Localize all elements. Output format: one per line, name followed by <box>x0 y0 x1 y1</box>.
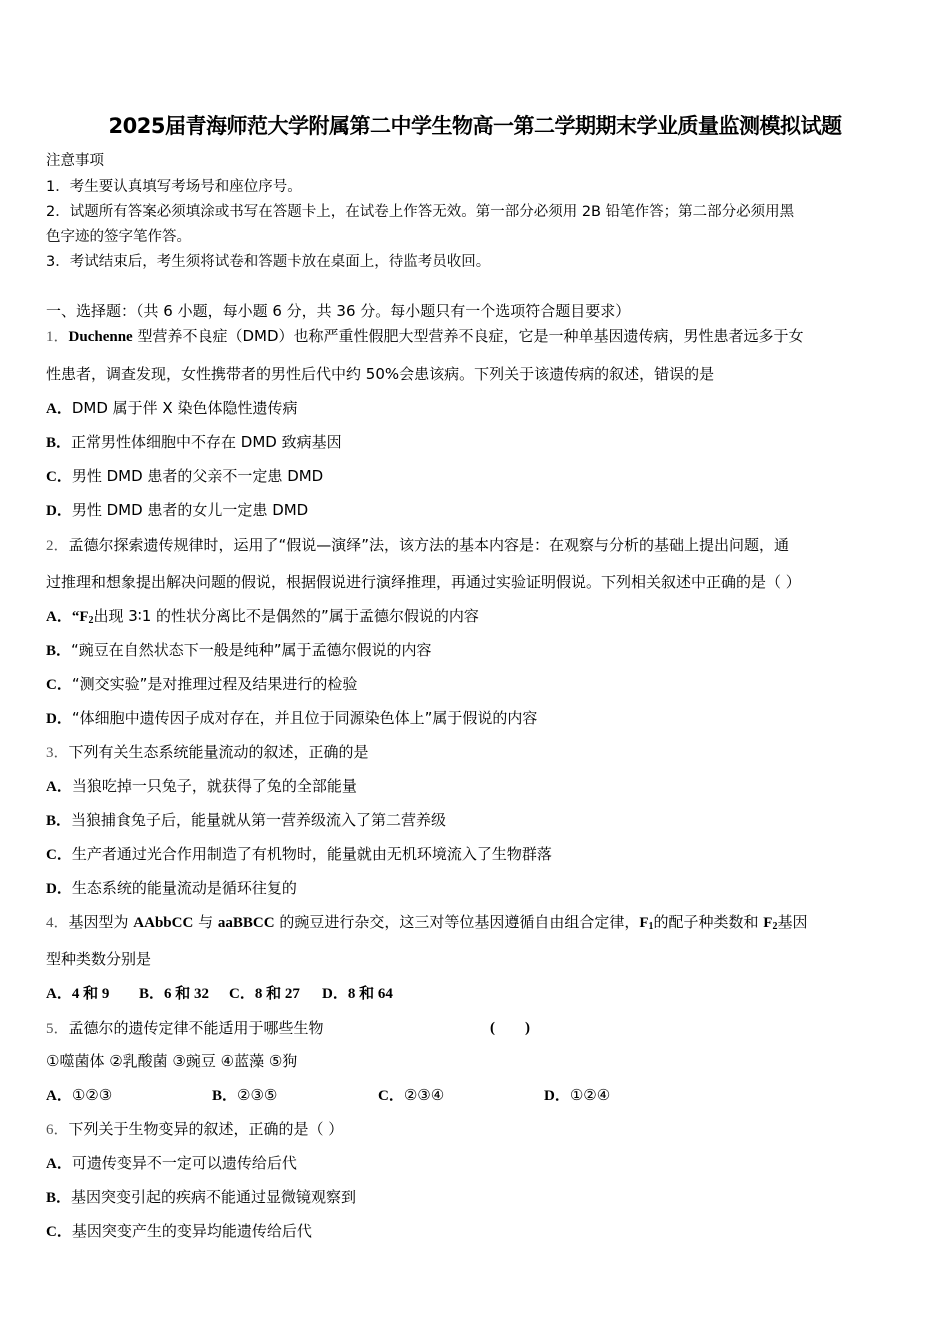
question-2-stem-cont: 过推理和想象提出解决问题的假说，根据假说进行演绎推理，再通过实验证明假说。下列相关叙述中正确的是（ ） <box>46 573 801 591</box>
question-5-option-c <box>378 1085 544 1106</box>
notice-item-2-cont: 色字迹的签字笔作答。 <box>46 229 191 245</box>
question-4-stem <box>46 912 807 937</box>
question-number: 1． <box>46 329 69 345</box>
question-5-option-d <box>544 1085 610 1106</box>
option-label: C． <box>46 677 72 693</box>
question-1-option-a <box>46 398 297 419</box>
stem-term: Duchenne <box>68 329 133 345</box>
option-label: B． <box>46 435 72 451</box>
stem-text: 下列有关生态系统能量流动的叙述，正确的是 <box>68 743 369 761</box>
option-label: D． <box>544 1088 570 1104</box>
option-text: 4 和 9 <box>71 986 110 1002</box>
option-text: 生产者通过光合作用制造了有机物时，能量就由无机环境流入了生物群落 <box>71 845 552 863</box>
option-label: A． <box>46 779 72 795</box>
stem-text: 型营养不良症（DMD）也称严重性假肥大型营养不良症，它是一种单基因遗传病，男性患者远多于女 <box>132 327 804 345</box>
question-5-option-b <box>212 1085 378 1106</box>
genotype: aaBBCC <box>217 915 275 931</box>
question-4-options <box>46 983 393 1004</box>
option-text: 8 和 64 <box>347 986 393 1002</box>
option-label: C． <box>378 1088 404 1104</box>
subscript: 2 <box>88 615 94 626</box>
option-text: 男性 DMD 患者的父亲不一定患 DMD <box>71 467 324 485</box>
option-text: ②③④ <box>403 1086 445 1104</box>
option-text: 生态系统的能量流动是循环往复的 <box>71 879 297 897</box>
question-1-option-c <box>46 466 323 487</box>
option-label: D． <box>46 503 72 519</box>
question-4-option-d <box>322 983 393 1004</box>
option-text: 当狼吃掉一只兔子，就获得了兔的全部能量 <box>71 777 357 795</box>
option-prefix: “F <box>71 609 89 625</box>
option-label: A． <box>46 401 72 417</box>
option-label: B． <box>139 986 165 1002</box>
subscript: 1 <box>648 921 654 932</box>
question-4-option-a <box>46 983 139 1004</box>
option-text: 出现 3∶1 的性状分离比不是偶然的”属于孟德尔假说的内容 <box>93 607 479 625</box>
question-4-option-c <box>229 983 322 1004</box>
option-label: B． <box>46 813 72 829</box>
option-text: 当狼捕食兔子后，能量就从第一营养级流入了第二营养级 <box>71 811 447 829</box>
genotype: AAbbCC <box>133 915 194 931</box>
question-number: 4． <box>46 915 69 931</box>
option-text: ①②③ <box>71 1086 113 1104</box>
question-number: 2． <box>46 538 69 554</box>
option-label: C． <box>46 469 72 485</box>
question-number: 5． <box>46 1021 69 1037</box>
question-2-stem <box>46 535 789 556</box>
notice-item-2: 2．试题所有答案必须填涂或书写在答题卡上，在试卷上作答无效。第一部分必须用 2B 铅笔作答；第二部分必须用黑 <box>46 204 795 220</box>
question-6-option-c <box>46 1221 312 1242</box>
option-label: A． <box>46 609 72 625</box>
page-title: 2025届青海师范大学附属第二中学生物高一第二学期期末学业质量监测模拟试题 <box>108 114 842 138</box>
question-2-option-c <box>46 674 357 695</box>
option-text: 可遗传变异不一定可以遗传给后代 <box>71 1154 297 1172</box>
question-number: 6． <box>46 1122 69 1138</box>
stem-text: 下列关于生物变异的叙述，正确的是（ ） <box>68 1120 344 1138</box>
option-label: B． <box>212 1088 238 1104</box>
question-2-option-a <box>46 606 479 631</box>
question-1-option-d <box>46 500 308 521</box>
option-label: C． <box>46 1224 72 1240</box>
question-3-option-a <box>46 776 357 797</box>
answer-blank: ( ) <box>490 1020 530 1036</box>
question-3-option-d <box>46 878 297 899</box>
question-5-option-a <box>46 1085 212 1106</box>
option-text: 基因突变引起的疾病不能通过显微镜观察到 <box>71 1188 357 1206</box>
option-text: 8 和 27 <box>254 986 300 1002</box>
question-3-stem <box>46 742 369 763</box>
generation-label: F <box>763 915 773 931</box>
stem-text: 与 <box>193 913 218 931</box>
option-text: “测交实验”是对推理过程及结果进行的检验 <box>71 675 358 693</box>
option-label: D． <box>322 986 348 1002</box>
option-text: DMD 属于伴 X 染色体隐性遗传病 <box>71 399 298 417</box>
question-3-option-c <box>46 844 552 865</box>
option-label: A． <box>46 1088 72 1104</box>
stem-text: 的豌豆进行杂交，这三对等位基因遵循自由组合定律， <box>274 913 640 931</box>
question-6-stem <box>46 1119 343 1140</box>
option-label: A． <box>46 986 72 1002</box>
option-label: C． <box>229 986 255 1002</box>
question-6-option-b <box>46 1187 356 1208</box>
question-2-option-d <box>46 708 537 729</box>
option-text: “体细胞中遗传因子成对存在，并且位于同源染色体上”属于假说的内容 <box>71 709 538 727</box>
option-text: ①②④ <box>569 1086 611 1104</box>
option-text: 基因突变产生的变异均能遗传给后代 <box>71 1222 312 1240</box>
question-4-stem-cont: 型种类数分别是 <box>46 950 152 968</box>
option-text: 正常男性体细胞中不存在 DMD 致病基因 <box>71 433 342 451</box>
option-label: B． <box>46 643 72 659</box>
subscript: 2 <box>772 921 778 932</box>
stem-text: 孟德尔探索遗传规律时，运用了“假说—演绎”法，该方法的基本内容是：在观察与分析的基础上提出问题，通 <box>68 536 790 554</box>
question-2-option-b <box>46 640 432 661</box>
question-5-stem <box>46 1018 566 1039</box>
stem-text: 孟德尔的遗传定律不能适用于哪些生物 <box>68 1019 324 1037</box>
question-6-option-a <box>46 1153 297 1174</box>
question-number: 3． <box>46 745 69 761</box>
question-4-option-b <box>139 983 229 1004</box>
option-label: B． <box>46 1190 72 1206</box>
question-5-items: ①噬菌体 ②乳酸菌 ③豌豆 ④蓝藻 ⑤狗 <box>46 1052 298 1070</box>
option-text: 6 和 32 <box>164 986 210 1002</box>
option-label: D． <box>46 711 72 727</box>
notice-item-1: 1．考生要认真填写考场号和座位序号。 <box>46 179 302 195</box>
generation-label: F <box>639 915 649 931</box>
stem-text: 基因 <box>777 913 808 931</box>
question-1-stem-cont: 性患者，调查发现，女性携带者的男性后代中约 50%会患该病。下列关于该遗传病的叙述，错误的是 <box>46 365 715 383</box>
stem-text: 的配子种类数和 <box>653 913 764 931</box>
option-text: ②③⑤ <box>237 1086 278 1104</box>
notice-item-3: 3．考试结束后，考生须将试卷和答题卡放在桌面上，待监考员收回。 <box>46 254 491 270</box>
option-label: D． <box>46 881 72 897</box>
option-text: 男性 DMD 患者的女儿一定患 DMD <box>71 501 309 519</box>
question-1-stem <box>46 326 804 347</box>
question-3-option-b <box>46 810 446 831</box>
option-label: C． <box>46 847 72 863</box>
question-5-options <box>46 1085 610 1106</box>
option-label: A． <box>46 1156 72 1172</box>
notice-heading: 注意事项 <box>46 153 104 169</box>
question-1-option-b <box>46 432 342 453</box>
stem-text: 基因型为 <box>68 913 134 931</box>
option-text: “豌豆在自然状态下一般是纯种”属于孟德尔假说的内容 <box>71 641 432 659</box>
section-heading: 一、选择题：（共 6 小题，每小题 6 分，共 36 分。每小题只有一个选项符合题目要求） <box>46 302 631 320</box>
